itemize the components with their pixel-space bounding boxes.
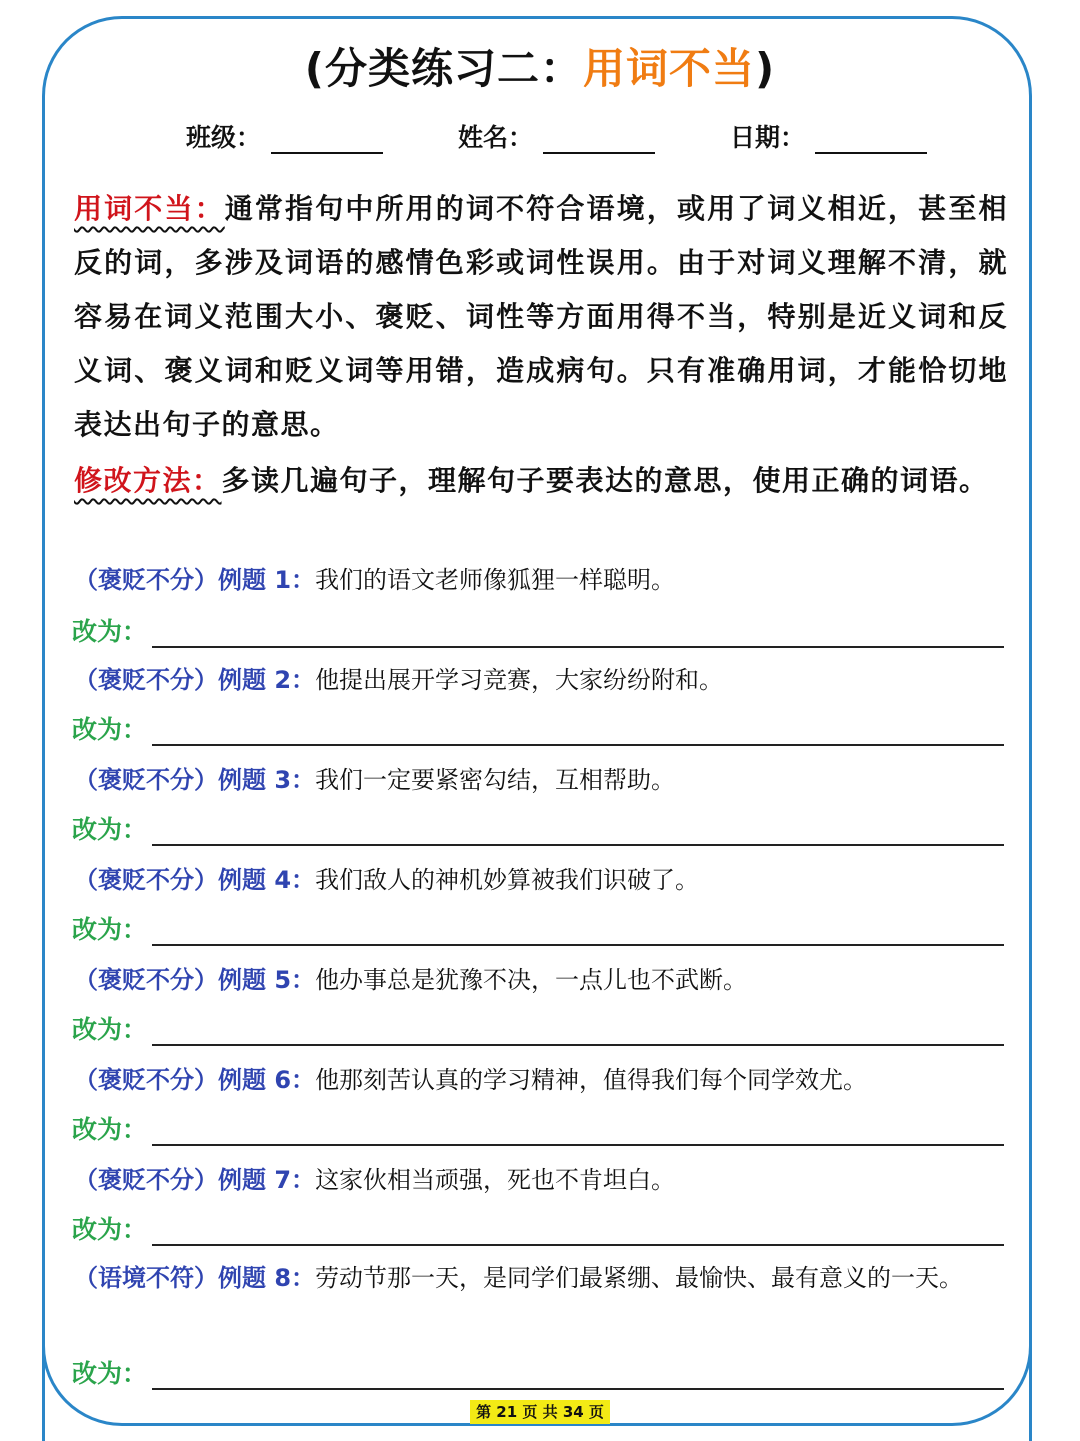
name-field[interactable]: 姓名： [458,118,655,154]
question-8: （语境不符）例题 8：劳动节那一天，是同学们最紧绷、最愉快、最有意义的一天。 [74,1264,964,1292]
answer-line-4[interactable]: 改为： [72,910,1004,950]
question-3: （褒贬不分）例题 3：我们一定要紧密勾结，互相帮助。 [74,766,676,794]
page-number-badge: 第 21 页 共 34 页 [470,1400,610,1424]
definition-term: 用词不当： [74,192,225,225]
question-7: （褒贬不分）例题 7：这家伙相当顽强，死也不肯坦白。 [74,1166,676,1194]
question-2: （褒贬不分）例题 2：他提出展开学习竞赛，大家纷纷附和。 [74,666,724,694]
page-title: (分类练习二：用词不当) [304,44,776,93]
question-5: （褒贬不分）例题 5：他办事总是犹豫不决，一点儿也不武断。 [74,966,748,994]
answer-line-7[interactable]: 改为： [72,1210,1004,1250]
name-blank[interactable] [543,126,655,154]
question-6: （褒贬不分）例题 6：他那刻苦认真的学习精神，值得我们每个同学效尤。 [74,1066,868,1094]
title-highlight: 用词不当 [582,44,755,93]
question-4: （褒贬不分）例题 4：我们敌人的神机妙算被我们识破了。 [74,866,700,894]
class-field[interactable]: 班级： [186,118,383,154]
answer-line-3[interactable]: 改为： [72,810,1004,850]
question-1: （褒贬不分）例题 1：我们的语文老师像狐狸一样聪明。 [74,566,676,594]
student-info-row [0,112,1080,156]
answer-line-6[interactable]: 改为： [72,1110,1004,1150]
answer-line-8[interactable]: 改为： [72,1354,1004,1394]
answer-line-1[interactable]: 改为： [72,612,1004,652]
class-blank[interactable] [271,126,383,154]
date-blank[interactable] [815,126,927,154]
method-term: 修改方法： [74,464,222,497]
definition-paragraph [74,182,1008,452]
answer-line-2[interactable]: 改为： [72,710,1004,750]
answer-line-5[interactable]: 改为： [72,1010,1004,1050]
method-text: 多读几遍句子，理解句子要表达的意思，使用正确的词语。 [221,464,989,497]
method-paragraph [74,454,1008,508]
date-field[interactable]: 日期： [730,118,927,154]
definition-text: 通常指句中所用的词不符合语境，或用了词义相近，甚至相反的词，多涉及词语的感情色彩或词性误用。由于对词义理解不清，就容易在词义范围大小、褒贬、词性等方面用得不当，特别是近义词和反义词、褒义词和贬义词等用错，造成病句。只有准确用词，才能恰切地表达出句子的意思。 [74,192,1008,441]
